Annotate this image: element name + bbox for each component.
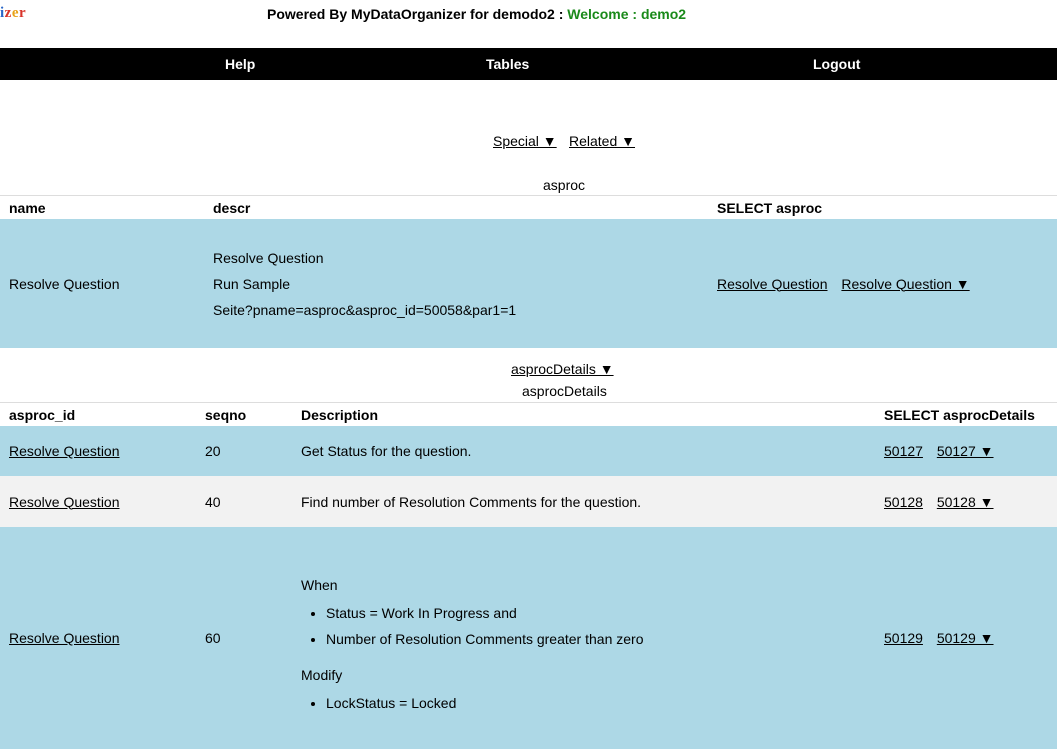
asproc-header-row — [0, 196, 1057, 220]
welcome-user: Welcome : demo2 — [567, 6, 687, 22]
powered-by-label: Powered By MyDataOrganizer for demodo2 : — [267, 6, 568, 22]
column-header-select: SELECT asprocDetails — [875, 403, 1057, 427]
asprocdetails-caption: asprocDetails — [522, 383, 607, 399]
column-header-asproc-id: asproc_id — [0, 403, 196, 427]
table-row — [0, 527, 1057, 749]
seqno-cell: 60 — [196, 527, 292, 749]
column-header-description: Description — [292, 403, 875, 427]
asproc-id-link[interactable]: Resolve Question — [9, 443, 120, 459]
nav-logout[interactable]: Logout — [813, 56, 861, 72]
column-header-name: name — [0, 196, 204, 220]
table-row — [0, 219, 1057, 348]
seqno-cell: 20 — [196, 426, 292, 476]
modify-label: Modify — [301, 667, 343, 683]
list-item: • Status = Work In Progress and — [326, 600, 875, 626]
descr-line: Run Sample — [213, 275, 291, 292]
asprocdetails-menu[interactable]: asprocDetails ▼ — [511, 361, 614, 377]
description-cell — [292, 527, 875, 749]
when-label: When — [301, 577, 338, 593]
asprocdetails-table — [0, 402, 1057, 749]
table-row — [0, 426, 1057, 476]
column-header-select: SELECT asproc — [708, 196, 1057, 220]
special-menu[interactable]: Special ▼ — [493, 133, 557, 149]
powered-by-text — [267, 6, 686, 22]
related-menu[interactable]: Related ▼ — [569, 133, 636, 149]
nav-tables[interactable]: Tables — [486, 56, 530, 72]
logo: izer — [0, 5, 27, 21]
column-header-seqno: seqno — [196, 403, 292, 427]
asproc-select-link[interactable]: Resolve Question — [717, 275, 828, 292]
modify-list — [301, 690, 875, 716]
descr-line: Seite?pname=asproc&asproc_id=50058&par1=1 — [213, 301, 517, 318]
select-cell — [875, 527, 1057, 749]
header — [0, 0, 1057, 48]
top-navbar — [0, 48, 1057, 80]
id-link[interactable]: 50127 — [884, 443, 923, 459]
list-item: • Number of Resolution Comments greater than zero — [326, 626, 875, 652]
description-cell: Get Status for the question. — [292, 426, 875, 476]
description-cell: Find number of Resolution Comments for the question. — [292, 476, 875, 527]
asproc-select-menu[interactable]: Resolve Question ▼ — [841, 275, 970, 292]
id-menu[interactable]: 50127 ▼ — [936, 443, 994, 459]
asproc-id-link[interactable]: Resolve Question — [9, 630, 120, 646]
id-menu[interactable]: 50128 ▼ — [936, 493, 994, 510]
select-cell — [875, 476, 1057, 527]
table-row — [0, 476, 1057, 527]
asproc-table — [0, 195, 1057, 348]
id-link[interactable]: 50129 — [884, 630, 923, 646]
id-menu[interactable]: 50129 ▼ — [936, 630, 994, 646]
asproc-caption: asproc — [543, 177, 586, 193]
id-link[interactable]: 50128 — [884, 493, 923, 510]
select-cell — [875, 426, 1057, 476]
asproc-name-cell: Resolve Question — [0, 219, 204, 348]
seqno-cell: 40 — [196, 476, 292, 527]
descr-line: Resolve Question — [213, 249, 324, 266]
asproc-select-cell — [708, 219, 1057, 348]
asproc-descr-cell — [204, 219, 708, 348]
column-header-descr: descr — [204, 196, 708, 220]
list-item: • LockStatus = Locked — [326, 690, 875, 716]
nav-help[interactable]: Help — [225, 56, 256, 72]
asproc-id-link[interactable]: Resolve Question — [9, 493, 120, 510]
when-list — [301, 600, 875, 652]
asprocdetails-header-row — [0, 403, 1057, 427]
